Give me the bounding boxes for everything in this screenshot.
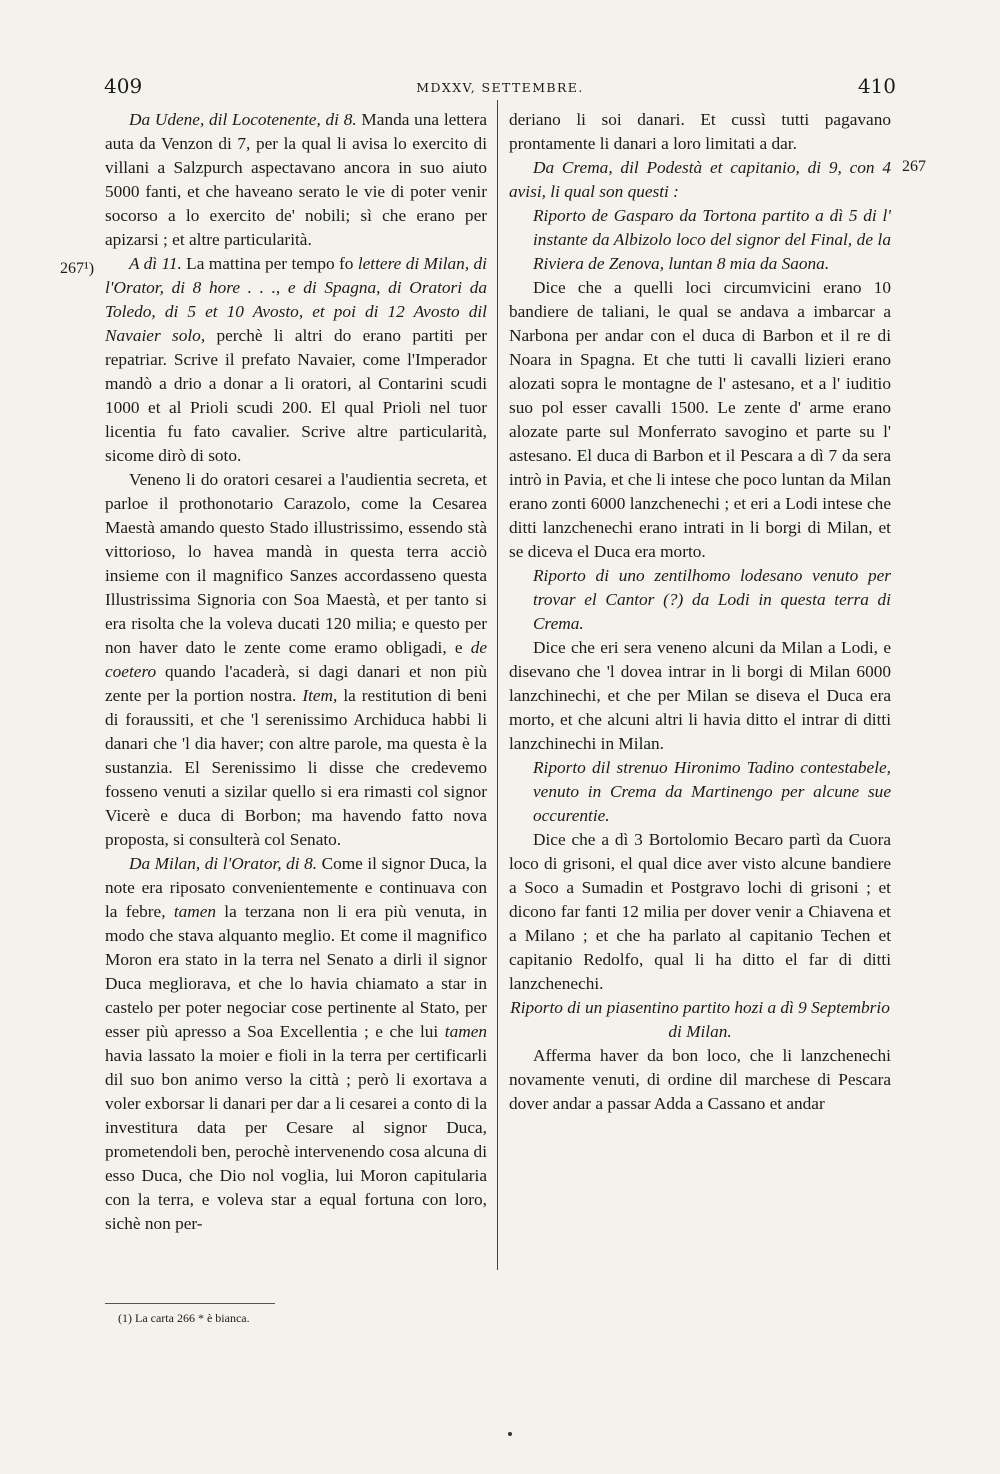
report-heading: Riporto dil strenuo Hironimo Tadino contestabele, venuto in Crema da Martinengo per alcune sue occurentie.: [533, 758, 891, 825]
italic-text: Item,: [302, 686, 338, 705]
column-divider: [497, 100, 498, 1270]
paragraph: Dice che eri sera veneno alcuni da Milan a Lodi, e disevano che 'l dovea intrar in li borgi di Milan 6000 lanzchinechi, et che per Milan se diseva el Duca era morto, et che alcuni altri li havia ditto el intrar di ditti lanzchinechi in Milan.: [509, 638, 891, 753]
paragraph-text: la terzana non li era più venuta, in modo che stava alquanto meglio. Et come il magnifico Moron era stato in la terra nel Senato a dirli il signor Duca megliorava, et che lo havia chiamato a star in castelo per poter negociar cose pertinente al Stato, per esser più apresso a Soa Excellentia ; e che lui: [105, 902, 487, 1041]
paragraph-text: La mattina per tempo fo: [181, 254, 358, 273]
paragraph-lede: Da Udene, dil Locotenente, di 8.: [129, 110, 357, 129]
italic-text: lettere di Milan, di l'Orator, di 8 hore . . ., e di Spagna, di Oratori da Toledo, di 5 et 10 Avosto, et poi di 12 Avosto dil Navaier solo,: [105, 254, 487, 345]
paragraph: Dice che a quelli loci circumvicini erano 10 bandiere de taliani, le qual se andava a imbarcar a Narbona per andar con el duca di Barbon et il re di Noara in Spagna. Et che tutti li cavalli lizieri erano alozati sopra le montagne de l' astesano, et a l' iuditio suo pol esser cavalli 1500. Le zente d' arme erano alozate parte sul Monferrato savogino et parte su l' astesano. El duca di Barbon et il Pescara a dì 7 da sera intrò in Pavia, et che li intese che poco luntan da Milan erano zonti 6000 lanzchenechi ; et eri a Lodi intese che ditti lanzchenechi erano intrati in li borgi di Milan, et se diceva el Duca era morto.: [509, 278, 891, 561]
italic-text: tamen: [173, 902, 217, 921]
paragraph: [105, 252, 487, 468]
ink-dot: [508, 1432, 512, 1436]
left-page-number: 409: [104, 74, 143, 98]
italic-text: tamen: [444, 1022, 487, 1041]
margin-note-right: 267: [902, 158, 926, 175]
paragraph: [105, 468, 487, 852]
footnote-rule: [105, 1303, 275, 1304]
report-heading: Riporto di un piasentino partito hozi a dì 9 Septembrio di Milan.: [510, 998, 890, 1041]
paragraph: [105, 852, 487, 1236]
paragraph-text: Manda una lettera auta da Venzon di 7, per la qual li avisa lo exercito di villani a Salzpurch aspectavano ancora in suo aiuto 5000 fanti, et che haveano serato le vie di poter venir socorso a lo exercito de' nobili; sì che erano per apizarsi ; et altre particularità.: [105, 110, 487, 249]
paragraph: Dice che a dì 3 Bortolomio Becaro partì da Cuora loco di grisoni, el qual dice aver visto alcune bandiere a Soco a Sumadin et Postgravo lochi di grisoni ; et dicono far fanti 12 milia per dover venir a Chiavena et a Milano ; et che ha parlato al capitanio Techen et capitanio Redolfo, qual li ha ditto el far di ditti lanzchenechi.: [509, 830, 891, 993]
paragraph-text: perchè li altri do erano partiti per repatriar. Scrive il prefato Navaier, come l'Imperador mandò a drio a donar a li oratori, al Contarini scudi 1000 et al Prioli scudi 200. El qual Prioli nel tuor licentia fu fato cavalier. Scrive altre particularità, sicome dirò di soto.: [105, 326, 488, 465]
left-column: [105, 108, 487, 1236]
paragraph-text: Veneno li do oratori cesarei a l'audientia secreta, et parloe il prothonotario Carazolo, come la Cesarea Maestà amando questo Stado illustrissimo, essendo stà vittorioso, lo havea mandà in questa terra acciò insieme con il magnifico Sanzes accordasseno questa Illustrissima Signoria con Soa Maestà, et per tanto si era risolta che la voleva ducati 120 milia; e questo per non haver dato le zente come eramo obligadi, e: [105, 470, 487, 657]
paragraph: [105, 108, 487, 252]
paragraph-text: Come il signor Duca, la note era riposato convenientemente e continuava con la febre,: [105, 854, 487, 921]
italic-text: de coetero: [105, 638, 487, 681]
report-heading: Riporto di uno zentilhomo lodesano venuto per trovar el Cantor (?) da Lodi in questa terra di Crema.: [533, 566, 891, 633]
paragraph-text: havia lassato la moier e fioli in la terra per certificarli dil suo bon animo verso la città ; però li exortava a voler exborsar li danari per dar a li cesarei a conto di la investitura data per Cesare al signor Duca, prometendoli ben, perochè intervenendo cosa alcuna di esso Duca, che Dio nol voglia, lui Moron capitularia con la terra, e voleva star a equal fortuna con loro, sichè non per-: [105, 1046, 487, 1233]
paragraph: deriano li soi danari. Et cussì tutti pagavano prontamente li danari a loro limitati a dar.: [509, 110, 891, 153]
paragraph-lede: Da Crema, dil Podestà et capitanio, di 9, con 4 avisi, li qual son questi :: [509, 158, 891, 201]
right-page-number: 410: [857, 74, 896, 98]
running-head: [0, 74, 1000, 98]
paragraph: Afferma haver da bon loco, che li lanzchenechi novamente venuti, di ordine dil marchese di Pescara dover andar a passar Adda a Cassano et andar: [509, 1046, 891, 1113]
paragraph-lede: A dì 11.: [129, 254, 182, 273]
paragraph-text: quando l'acaderà, si dagi danari et non più zente per la portion nostra.: [105, 662, 487, 705]
right-column: [509, 108, 891, 1116]
paragraph-lede: Da Milan, di l'Orator, di 8.: [129, 854, 318, 873]
margin-note-left: 267¹): [60, 260, 95, 277]
paragraph-text: la restitution di beni di foraussiti, et che 'l serenissimo Archiduca habbi li danari che 'l dia haver; con altre parole, ma questa è la sustanzia. El Serenissimo li disse che credevemo fosseno venuti a sizilar quello si era rimasti col signor Vicerè e duca di Borbon; ma havendo fatto nova proposta, si consulterà col Senato.: [105, 686, 487, 849]
footnote: (1) La carta 266 * è bianca.: [118, 1311, 250, 1325]
report-heading: Riporto de Gasparo da Tortona partito a dì 5 di l' instante da Albizolo loco del signor del Final, de la Riviera de Zenova, luntan 8 mia da Saona.: [533, 206, 891, 273]
running-title: MDXXV, SETTEMBRE.: [416, 80, 584, 95]
